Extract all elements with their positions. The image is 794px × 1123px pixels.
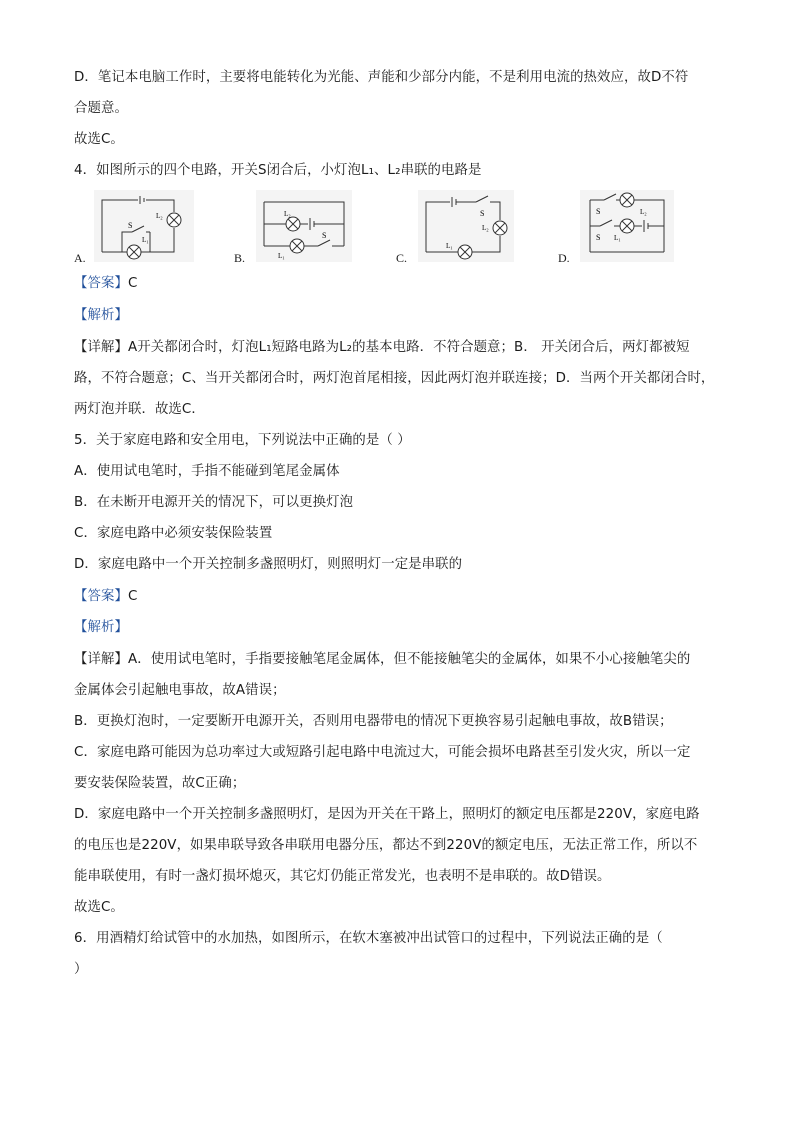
analysis-tag: 【解析】 [74, 308, 128, 323]
option-line: D．家庭电路中一个开关控制多盏照明灯，则照明灯一定是串联的 [74, 557, 463, 572]
question-6-stem-cont: ） [74, 962, 88, 977]
analysis-line [74, 306, 128, 326]
detail-line: 故选C。 [74, 900, 124, 915]
detail-line [74, 650, 690, 670]
text-line: 故选C。 [74, 132, 124, 147]
answer-line [74, 274, 137, 294]
circuit-diagram-a [94, 190, 194, 262]
circuit-diagram-c [418, 190, 514, 262]
lamp-label: L₂ [640, 208, 647, 216]
lamp-label: L₂ [156, 212, 163, 220]
detail-line: 两灯泡并联．故选C． [74, 402, 205, 417]
lamp-label: L₁ [278, 252, 285, 260]
circuit-diagram-b [256, 190, 352, 262]
detail-line: B．更换灯泡时，一定要断开电源开关，否则用电器带电的情况下更换容易引起触电事故，故B错误； [74, 714, 673, 729]
detail-line: 要安装保险装置，故C正确； [74, 776, 246, 791]
detail-line: C．家庭电路可能因为总功率过大或短路引起电路中电流过大，可能会损坏电路甚至引发火灾，所以一定 [74, 745, 691, 760]
lamp-label: L₁ [614, 234, 621, 242]
detail-tag: 【详解】 [74, 340, 128, 355]
switch-label: S [596, 207, 601, 216]
option-line: C．家庭电路中必须安装保险装置 [74, 526, 273, 541]
answer-line [74, 587, 137, 607]
option-c-label: C. [396, 251, 408, 265]
lamp-label: L₁ [446, 242, 453, 250]
detail-line: 能串联使用，有时一盏灯损坏熄灭，其它灯仍能正常发光，也表明不是串联的。故D错误。 [74, 869, 611, 884]
switch-label: S [322, 231, 327, 240]
detail-tag: 【详解】 [74, 652, 128, 667]
detail-line: D．家庭电路中一个开关控制多盏照明灯，是因为开关在干路上，照明灯的额定电压都是220V，家庭电路 [74, 807, 700, 822]
question-6-stem: 6．用酒精灯给试管中的水加热，如图所示，在软木塞被冲出试管口的过程中，下列说法正确的是（ [74, 931, 663, 946]
answer-value: C [127, 276, 138, 291]
detail-line: 的电压也是220V，如果串联导致各串联用电器分压，都达不到220V的额定电压，无法正常工作，所以不 [74, 838, 698, 853]
switch-label: S [128, 221, 133, 230]
option-d-label: D. [558, 251, 570, 265]
detail-text: A．使用试电笔时，手指要接触笔尾金属体，但不能接触笔尖的金属体，如果不小心接触笔尖的 [127, 652, 691, 667]
option-a-label: A. [74, 251, 86, 265]
option-b-label: B. [234, 251, 246, 265]
lamp-label: L₂ [482, 224, 489, 232]
detail-line [74, 338, 690, 358]
detail-text: A开关都闭合时，灯泡L₁短路电路为L₂的基本电路．不符合题意；B． 开关闭合后，两灯都被短 [127, 340, 690, 355]
analysis-line [74, 618, 128, 638]
detail-line: 路，不符合题意；C、当开关都闭合时，两灯泡首尾相接，因此两灯泡并联连接；D．当两个开关都闭合时， [74, 371, 715, 386]
answer-tag: 【答案】 [74, 589, 128, 604]
detail-line: 金属体会引起触电事故，故A错误； [74, 683, 286, 698]
question-5-stem: 5．关于家庭电路和安全用电，下列说法中正确的是（ ） [74, 433, 411, 448]
answer-tag: 【答案】 [74, 276, 128, 291]
answer-value: C [127, 589, 138, 604]
option-line: A．使用试电笔时，手指不能碰到笔尾金属体 [74, 464, 340, 479]
text-line: D．笔记本电脑工作时，主要将电能转化为光能、声能和少部分内能，不是利用电流的热效应，故D不符 [74, 70, 689, 85]
option-line: B．在未断开电源开关的情况下，可以更换灯泡 [74, 495, 354, 510]
lamp-label: L₂ [284, 210, 291, 218]
circuit-diagram-d [580, 190, 674, 262]
lamp-label: L₁ [142, 236, 149, 244]
text-line: 合题意。 [74, 101, 128, 116]
question-4-stem: 4．如图所示的四个电路，开关S闭合后，小灯泡L₁、L₂串联的电路是 [74, 163, 482, 178]
switch-label: S [596, 233, 601, 242]
switch-label: S [480, 209, 485, 218]
analysis-tag: 【解析】 [74, 620, 128, 635]
